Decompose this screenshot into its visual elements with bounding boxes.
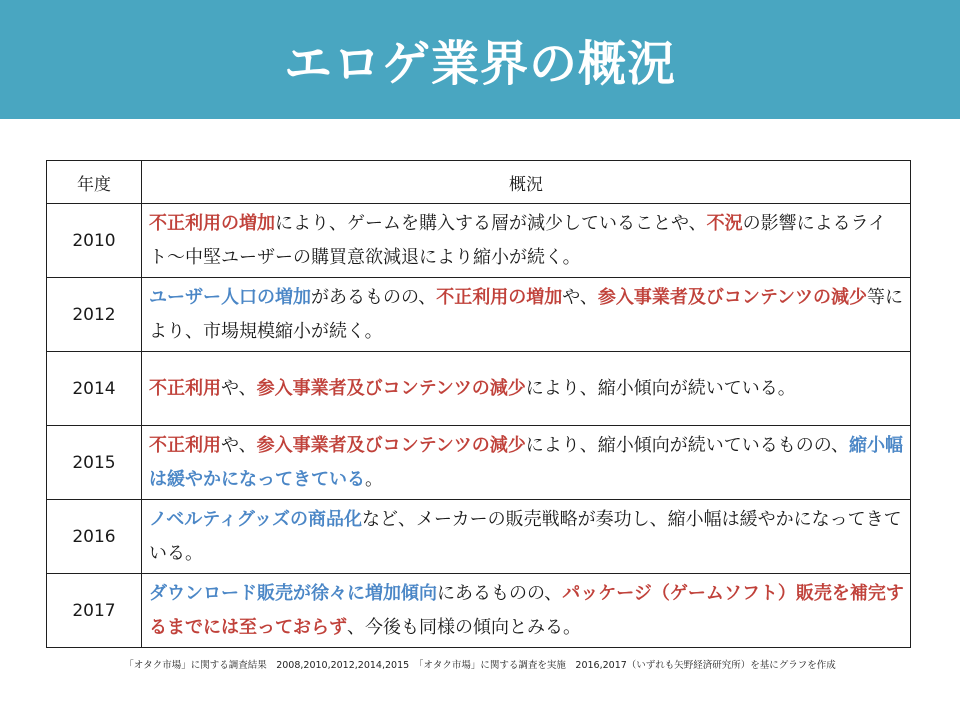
source-footnote: 「オタク市場」に関する調査結果 2008,2010,2012,2014,2015 「オタク市場」に関する調査を実施 2016,2017（いずれも矢野経済研究所）を基にグラフを作成 — [124, 660, 836, 671]
summary-text: 。 — [365, 468, 383, 490]
highlighted-phrase-red: 参入事業者及びコンテンツの減少 — [256, 434, 526, 456]
year-cell: 2012 — [47, 278, 142, 352]
summary-cell — [142, 426, 911, 500]
year-cell: 2014 — [47, 352, 142, 426]
table-row — [47, 574, 911, 648]
highlighted-phrase-red: 不正利用 — [149, 377, 221, 399]
summary-cell — [142, 352, 911, 426]
highlighted-phrase-blue: ダウンロード販売が徐々に増加傾向 — [149, 582, 437, 604]
summary-text: にあるものの、 — [437, 582, 563, 604]
summary-text: 、今後も同様の傾向とみる。 — [347, 616, 581, 638]
table-row — [47, 352, 911, 426]
year-cell: 2010 — [47, 204, 142, 278]
overview-table — [46, 160, 911, 648]
summary-text: により、縮小傾向が続いているものの、 — [525, 434, 850, 456]
table-header-row — [47, 161, 911, 204]
highlighted-phrase-red: 不況 — [706, 212, 743, 234]
table-row — [47, 500, 911, 574]
summary-text: により、ゲームを購入する層が減少していることや、 — [275, 212, 707, 234]
year-cell: 2015 — [47, 426, 142, 500]
highlighted-phrase-red: パッケージ（ゲームソフト）販売を補完するまでには至っておらず — [149, 582, 904, 638]
highlighted-phrase-blue: ノベルティグッズの商品化 — [149, 508, 362, 530]
summary-text: の影響によるライト～中堅ユーザーの購買意欲減退により縮小が続く。 — [149, 212, 887, 268]
summary-text: や、 — [562, 286, 598, 308]
summary-text: など、メーカーの販売戦略が奏功し、縮小幅は緩やかになってきている。 — [149, 508, 902, 564]
highlighted-phrase-red: 不正利用の増加 — [149, 212, 275, 234]
year-cell: 2017 — [47, 574, 142, 648]
highlighted-phrase-red: 不正利用 — [149, 434, 221, 456]
page-title: エロゲ業界の概況 — [283, 36, 676, 92]
table-row — [47, 426, 911, 500]
table-body — [47, 204, 911, 648]
summary-text: や、 — [221, 434, 257, 456]
highlighted-phrase-red: 不正利用の増加 — [436, 286, 563, 308]
summary-column-header: 概況 — [142, 161, 911, 204]
summary-text: により、縮小傾向が続いている。 — [525, 377, 796, 399]
summary-cell — [142, 278, 911, 352]
summary-cell — [142, 574, 911, 648]
summary-text: や、 — [221, 377, 257, 399]
summary-text: があるものの、 — [311, 286, 437, 308]
table-row — [47, 204, 911, 278]
summary-cell — [142, 204, 911, 278]
highlighted-phrase-blue: 縮小幅は緩やかになってきている — [149, 434, 904, 490]
highlighted-phrase-red: 参入事業者及びコンテンツの減少 — [597, 286, 868, 308]
title-bar — [0, 0, 960, 119]
table-row — [47, 278, 911, 352]
summary-text: 等により、市場規模縮小が続く。 — [149, 286, 904, 342]
year-cell: 2016 — [47, 500, 142, 574]
highlighted-phrase-blue: ユーザー人口の増加 — [149, 286, 311, 308]
summary-cell — [142, 500, 911, 574]
highlighted-phrase-red: 参入事業者及びコンテンツの減少 — [256, 377, 526, 399]
year-column-header: 年度 — [47, 161, 142, 204]
